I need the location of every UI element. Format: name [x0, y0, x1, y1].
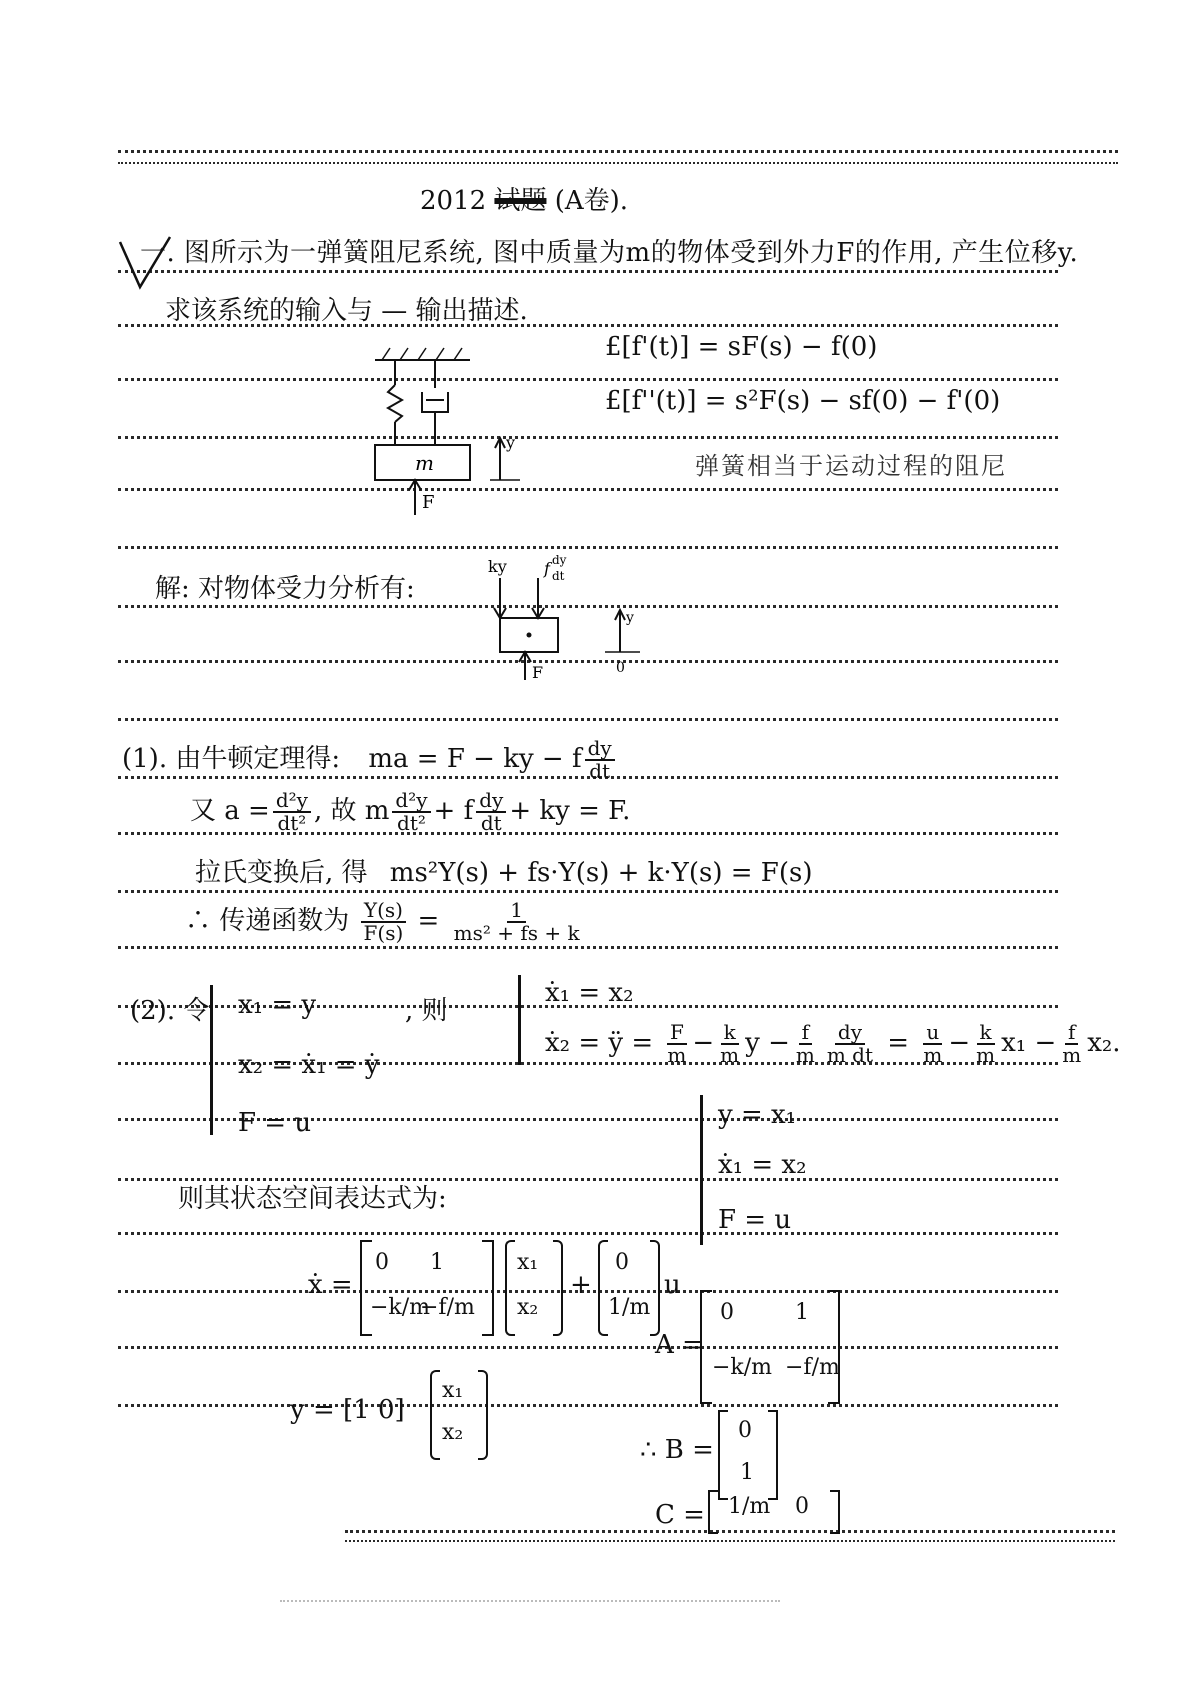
rule-line [118, 1404, 1058, 1407]
tf-rhs: $\frac{1}{\text{ms² + fs + k}}$ [453, 898, 580, 945]
x-bracket-right [553, 1240, 563, 1336]
newton-text: 由牛顿定理得: [175, 744, 341, 774]
rule-line [118, 1346, 1058, 1349]
side-eq-3: F = u [718, 1205, 792, 1235]
newton-frac: $\frac{dy}{dt}$ [585, 738, 615, 782]
rule-line [118, 946, 1058, 949]
part1-newton [122, 738, 618, 782]
fb-origin-label: 0 [616, 660, 625, 676]
xdot-label: ẋ = [308, 1270, 353, 1300]
B2-1: 0 [738, 1418, 752, 1443]
A2-bracket-right [828, 1290, 840, 1404]
B2-bracket-left [718, 1410, 728, 1500]
rule-line [118, 546, 1058, 549]
A2-22: −f/m [785, 1355, 840, 1380]
y-eq: y = [1 0] [290, 1395, 405, 1425]
eq2-frac1: $\frac{\text{d²y}}{\text{dt²}}$ [392, 790, 430, 834]
damping-dt: dt [552, 569, 565, 583]
rule-line [118, 718, 1058, 721]
damping-dy: dy [552, 553, 567, 567]
yx-1: x₁ [442, 1378, 464, 1403]
A-bracket-left [360, 1240, 372, 1336]
part2-right-brace [518, 975, 521, 1065]
part2-d1: ẋ₁ = x₂ [545, 978, 634, 1008]
state-space-text: 则其状态空间表达式为: [178, 1184, 447, 1214]
B-bracket-right [650, 1240, 660, 1336]
also-text: 又 a = [190, 796, 270, 826]
part1-tf [185, 900, 586, 944]
A2-bracket-left [700, 1290, 712, 1404]
page-title [420, 180, 628, 217]
yx-bracket-right [478, 1370, 488, 1460]
C2-bracket-left [708, 1490, 718, 1534]
free-body-figure [480, 550, 650, 680]
rule-line [118, 162, 1118, 164]
part2-x2: x₂ = ẋ₁ = ẏ [238, 1050, 380, 1080]
laplace-eq: ms²Y(s) + fs·Y(s) + k·Y(s) = F(s) [389, 858, 813, 888]
part1-label: (1). [122, 744, 168, 774]
A-bracket-right [482, 1240, 494, 1336]
question-line-2: 求该系统的输入与 — 输出描述. [165, 296, 528, 326]
damping-label: f [544, 559, 550, 578]
B-2: 1/m [608, 1295, 651, 1320]
A-12: 1 [430, 1250, 444, 1275]
laplace-text: 拉氏变换后, 得 [195, 858, 368, 888]
B-bracket-left [598, 1240, 608, 1336]
rule-line [345, 1530, 1115, 1533]
yx-bracket-left [430, 1370, 440, 1460]
x-1: x₁ [517, 1250, 539, 1275]
A-22: −f/m [420, 1295, 475, 1320]
B2-bracket-right [768, 1410, 778, 1500]
A-label: A = [655, 1330, 704, 1360]
so-text: , 故 m [313, 796, 390, 826]
rule-line [118, 436, 1058, 439]
plus-sign: + [570, 1270, 592, 1300]
A2-21: −k/m [712, 1355, 773, 1380]
C2-1: 1/m [728, 1494, 771, 1519]
mass-label: m [415, 451, 434, 475]
u-label: u [664, 1270, 681, 1300]
A-21: −k/m [370, 1295, 431, 1320]
part1-laplace [195, 852, 812, 889]
title-crossed: 试题 [494, 186, 547, 216]
fb-force-label: F [532, 663, 544, 680]
rule-line [118, 488, 1058, 491]
laplace-note-2: £[f''(t)] = s²F(s) − sf(0) − f'(0) [605, 386, 1001, 416]
rule-line [280, 1600, 780, 1602]
part2-d2: ẋ₂ = ÿ = $\frac{F}{m}$ − $\frac{k}{m}$ y − $\frac{f}{m}$ $\frac{dy}{\text{m dt}}$ = $\frac{u}{m}$ − $\frac{k}{m}$ x₁ − $\frac{f}{m}$ x₂. [545, 1020, 1121, 1067]
laplace-note-1: £[f'(t)] = sF(s) − f(0) [605, 332, 878, 362]
C2-2: 0 [795, 1494, 809, 1519]
tf-text: ∴ 传递函数为 [185, 906, 350, 936]
part2-left-brace [210, 985, 213, 1135]
eq2-frac2: $\frac{dy}{dt}$ [476, 790, 506, 834]
C2-bracket-right [830, 1490, 840, 1534]
rule-line [345, 1540, 1115, 1542]
rule-line [118, 378, 1058, 381]
B-label: ∴ B = [640, 1435, 714, 1465]
question-line-1: 一. 图所示为一弹簧阻尼系统, 图中质量为m的物体受到外力F的作用, 产生位移y. [140, 238, 1079, 268]
newton-eq: ma = F − ky − f [368, 744, 582, 774]
rule-line [118, 270, 1058, 273]
side-eq-1: y = x₁ [718, 1100, 797, 1130]
side-eq-2: ẋ₁ = x₂ [718, 1150, 807, 1180]
C-label: C = [655, 1500, 705, 1530]
x-2: x₂ [517, 1295, 539, 1320]
yx-2: x₂ [442, 1420, 464, 1445]
force-label: F [422, 492, 435, 513]
accel-frac: $\frac{\text{d²y}}{\text{dt²}}$ [273, 790, 311, 834]
part2-label: (2). 令 [130, 996, 210, 1026]
A-11: 0 [375, 1250, 389, 1275]
x-bracket-left [505, 1240, 515, 1336]
tf-lhs: $\frac{Y(s)}{F(s)}$ [361, 900, 407, 944]
spring-damper-figure [360, 340, 540, 520]
plus-f: + f [433, 796, 474, 826]
B2-2: 1 [740, 1460, 754, 1485]
rule-line [118, 1232, 1058, 1235]
tf-eq: = [417, 906, 440, 936]
A2-12: 1 [795, 1300, 809, 1325]
part2-x1: x₁ = y [238, 990, 317, 1020]
part1-accel [190, 790, 630, 834]
part2-Fu: F = u [238, 1108, 312, 1138]
A2-11: 0 [720, 1300, 734, 1325]
analysis-text: 解: 对物体受力分析有: [155, 574, 415, 604]
ky-label: ky [488, 557, 507, 576]
title-year: 2012 [420, 186, 487, 216]
disp-label: y [506, 433, 516, 452]
title-paper: (A卷). [554, 186, 629, 216]
rule-line [118, 890, 1058, 893]
rule-line [118, 150, 1118, 153]
side-brace [700, 1095, 703, 1245]
laplace-note-3: 弹簧相当于运动过程的阻尼 [695, 452, 1007, 480]
fb-disp-label: y [626, 610, 634, 626]
B-1: 0 [615, 1250, 629, 1275]
part2-then: , 则 [405, 996, 448, 1026]
eq2-rest: + ky = F. [509, 796, 631, 826]
